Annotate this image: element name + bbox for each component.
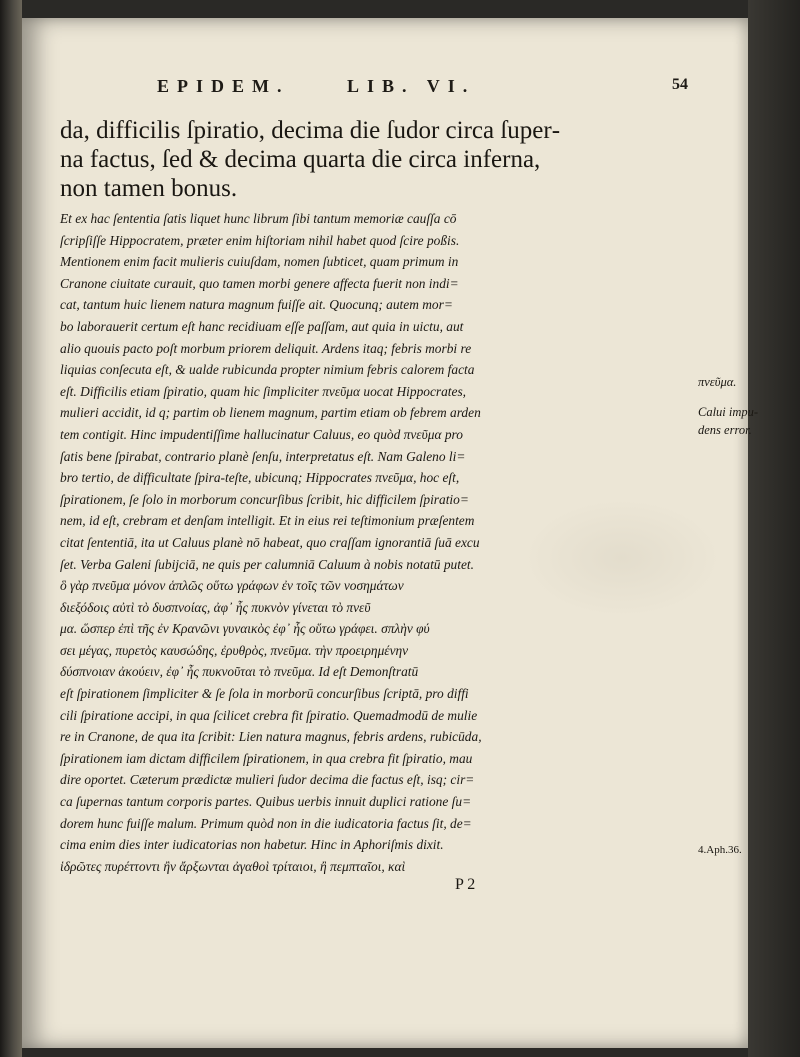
body-line: dorem hunc fuiſſe malum. Primum quòd non in die iudicatoria factus ſit, de= [60, 815, 472, 831]
body-line: tem contigit. Hinc impudentiſſime hallucinatur Caluus, eo quòd πνεῦμα pro [60, 426, 463, 442]
lead-line: non tamen bonus. [60, 175, 238, 202]
margin-note [698, 403, 758, 439]
running-header [157, 76, 688, 106]
body-line: bo laborauerit certum eſt hanc recidiuam eſſe paſſam, aut quia in uictu, aut [60, 318, 464, 334]
margin-note: πνεῦμα. [698, 375, 737, 389]
body-line: ſatis bene ſpirabat, contrario planè ſenſu, interpretatus eſt. Nam Galeno li= [60, 448, 466, 464]
body-line: ca ſupernas tantum corporis partes. Quibus uerbis innuit duplici ratione ſu= [60, 794, 472, 810]
book-page [22, 18, 759, 1048]
body-line: Cranone ciuitate curauit, quo tamen morbi genere affecta fuerit non indi= [60, 275, 459, 291]
greek-line: δύσπνοιαν ἀκούειν, ἐφ᾽ ἧς πυκνοῦται τὸ πνεῦμα. Id eſt Demonſtratū [60, 664, 419, 680]
body-line: Et ex hac ſententia ſatis liquet hunc librum ſibi tantum memoriæ cauſſa cō [60, 211, 457, 226]
running-title: EPIDEM. [157, 76, 290, 96]
folio-number: 54 [672, 76, 688, 93]
lead-line: da, difficilis ſpiratio, decima die ſudor circa ſuper‐ [60, 117, 561, 144]
body-line: eſt ſpirationem ſimpliciter & ſe ſola in morborū concurſibus ſcriptā, pro diffi [60, 686, 469, 702]
margin-note-line: dens error. [698, 423, 752, 437]
body-line: dire oportet. Cæterum prædictæ mulieri ſudor decima die factus eſt, isq; cir= [60, 772, 475, 788]
margin-note-line: Calui impu- [698, 405, 759, 419]
signature-mark: P 2 [455, 876, 476, 893]
body-line: citat ſententiā, ita ut Caluus planè nō habeat, quo craſſam ignorantiā ſuā excu [60, 534, 480, 550]
body-line: nem, id eſt, crebram et denſam intelligit. Et in eius rei teſtimonium præſentem [60, 513, 475, 529]
lead-line: na factus, ſed & decima quarta die circa inferna, [60, 146, 541, 173]
body-line: eſt. Difficilis etiam ſpiratio, quam hic ſimpliciter πνεῦμα uocat Hippocrates, [60, 383, 467, 399]
greek-line: σει μέγας, πυρετὸς καυσώδης, ἐρυθρὸς, πνεῦμα. τὴν προειρημένην [60, 642, 409, 658]
greek-line: ἱδρῶτες πυρέττοντι ἢν ἄρξωνται ἀγαθοὶ τρίταιοι, ἢ πεμπταῖοι, καὶ [60, 858, 406, 874]
margin-note-reference: 4.Aph.36. [698, 844, 742, 856]
body-line: alio quouis pacto poſt morbum priorem deliquit. Ardens itaq; febris morbi re [60, 340, 472, 356]
body-line: cima enim dies inter iudicatorias non habetur. Hinc in Aphoriſmis dixit. [60, 837, 444, 853]
body-line: bro tertio, de difficultate ſpira-teſte, ubicunq; Hippocrates πνεῦμα, hoc eſt, [60, 470, 460, 486]
greek-line: μα. ὥσπερ ἐπὶ τῆς ἐν Κρανῶνι γυναικὸς ἐφ᾽ ἧς οὕτω γράφει. σπλὴν φύ [60, 621, 430, 637]
commentary-text [60, 208, 688, 877]
body-line: cat, tantum huic lienem natura magnum fuiſſe ait. Quocunq; autem mor= [60, 297, 453, 313]
lead-text [60, 116, 680, 203]
book-spine-shadow [0, 0, 22, 1057]
body-line: mulieri accidit, id q; partim ob lienem magnum, partim etiam ob febrem arden [60, 405, 481, 421]
body-line: ſet. Verba Galeni ſubijciā, ne quis per calumniā Caluum à nobis notatū putet. [60, 556, 474, 572]
body-line: Mentionem enim facit mulieris cuiuſdam, nomen ſubticet, quam primum in [60, 254, 459, 270]
body-line: ſpirationem, ſe ſolo in morborum concurſibus ſcribit, hic difficilem ſpiratio= [60, 491, 469, 507]
body-line: re in Cranone, de qua ita ſcribit: Lien natura magnus, febris ardens, rubicūda, [60, 729, 482, 745]
body-line: ſcripſiſſe Hippocratem, præter enim hiſtoriam nihil habet quod ſcire poßis. [60, 232, 460, 248]
running-book-number: LIB. VI. [347, 76, 476, 96]
body-line: ſpirationem iam dictam difficilem ſpirationem, in qua crebra fit ſpiratio, mau [60, 750, 473, 766]
greek-line: διεξόδοις αὐτὶ τὸ δυσπνοίας, ἀφ᾽ ἧς πυκνὸν γίνεται τὸ πνεῦ [60, 599, 371, 615]
background-edge [748, 0, 800, 1057]
greek-line: ὃ γὰρ πνεῦμα μόνον ἁπλῶς οὕτω γράφων ἐν τοῖς τῶν νοσημάτων [60, 578, 404, 594]
body-line: cili ſpiratione accipi, in qua ſcilicet crebra fit ſpiratio. Quemadmodū de mulie [60, 707, 478, 723]
body-line: liquias conſecuta eſt, & ualde rubicunda propter nimium febris calorem facta [60, 362, 475, 378]
